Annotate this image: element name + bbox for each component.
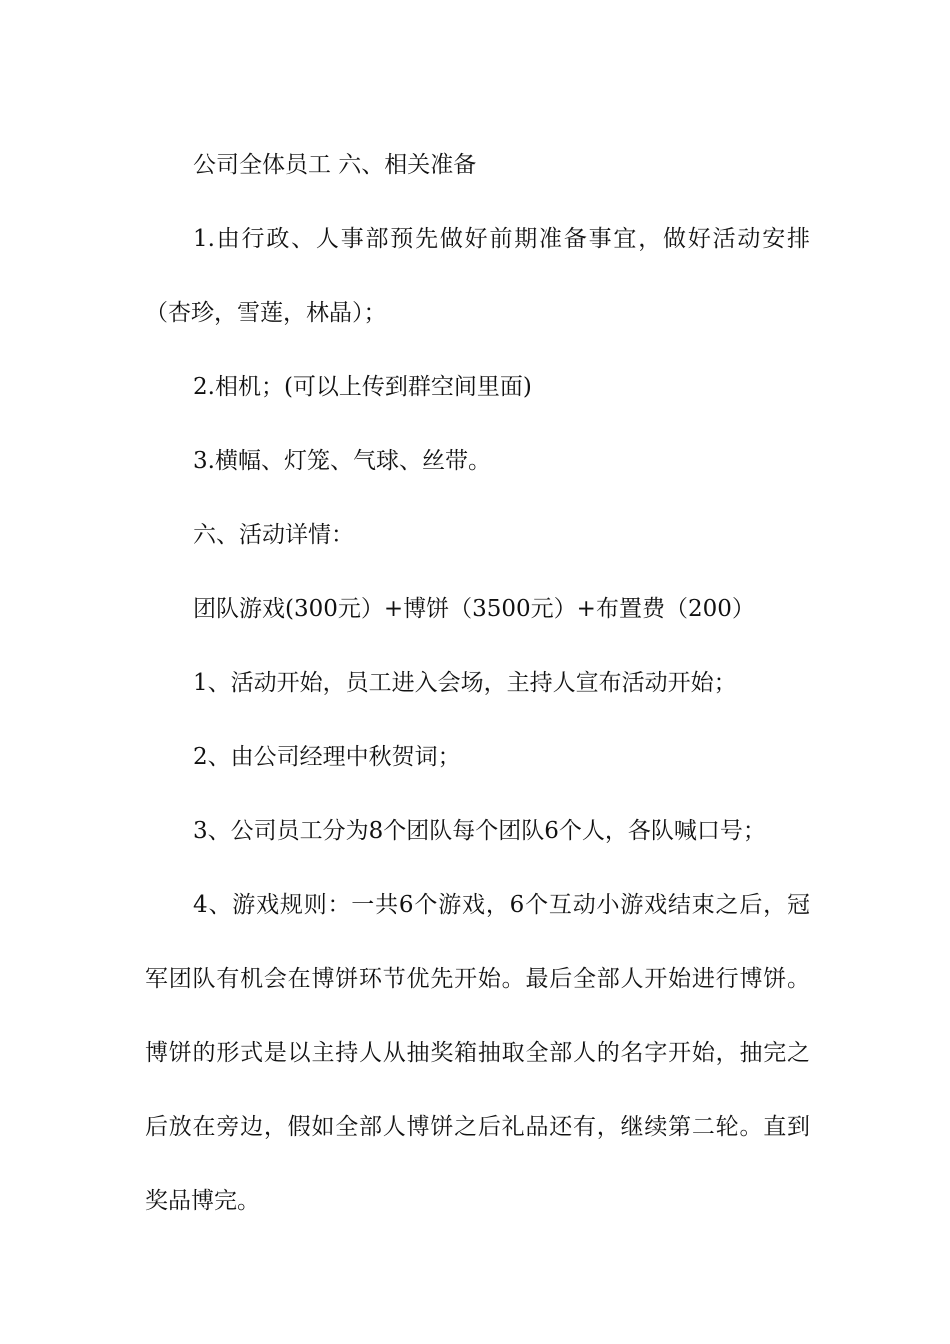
paragraph-prep-item-3: 3.横幅、灯笼、气球、丝带。 xyxy=(193,448,491,474)
paragraph-prep-item-1: 1.由行政、人事部预先做好前期准备事宜，做好活动安排（杏珍，雪莲，林晶）； xyxy=(145,226,810,326)
document-body xyxy=(145,128,810,1238)
paragraph-step-1: 1、活动开始，员工进入会场，主持人宣布活动开始； xyxy=(193,670,737,696)
paragraph-step-3: 3、公司员工分为8个团队每个团队6个人，各队喊口号； xyxy=(193,818,766,844)
paragraph-budget: 团队游戏(300元）+博饼（3500元）+布置费（200） xyxy=(193,596,755,622)
paragraph-step-4-game-rules: 4、游戏规则：一共6个游戏，6个互动小游戏结束之后，冠军团队有机会在博饼环节优先开始。最后全部人开始进行博饼。博饼的形式是以主持人从抽奖箱抽取全部人的名字开始，抽完之后放在旁边，假如全部人博饼之后礼品还有，继续第二轮。直到奖品博完。 xyxy=(145,892,810,1214)
section-heading-activity-details: 六、活动详情： xyxy=(193,522,354,548)
paragraph-prep-item-2: 2.相机；(可以上传到群空间里面) xyxy=(193,374,532,400)
paragraph-staff-and-preparation: 公司全体员工 六、相关准备 xyxy=(193,152,477,178)
paragraph-step-2: 2、由公司经理中秋贺词； xyxy=(193,744,461,770)
